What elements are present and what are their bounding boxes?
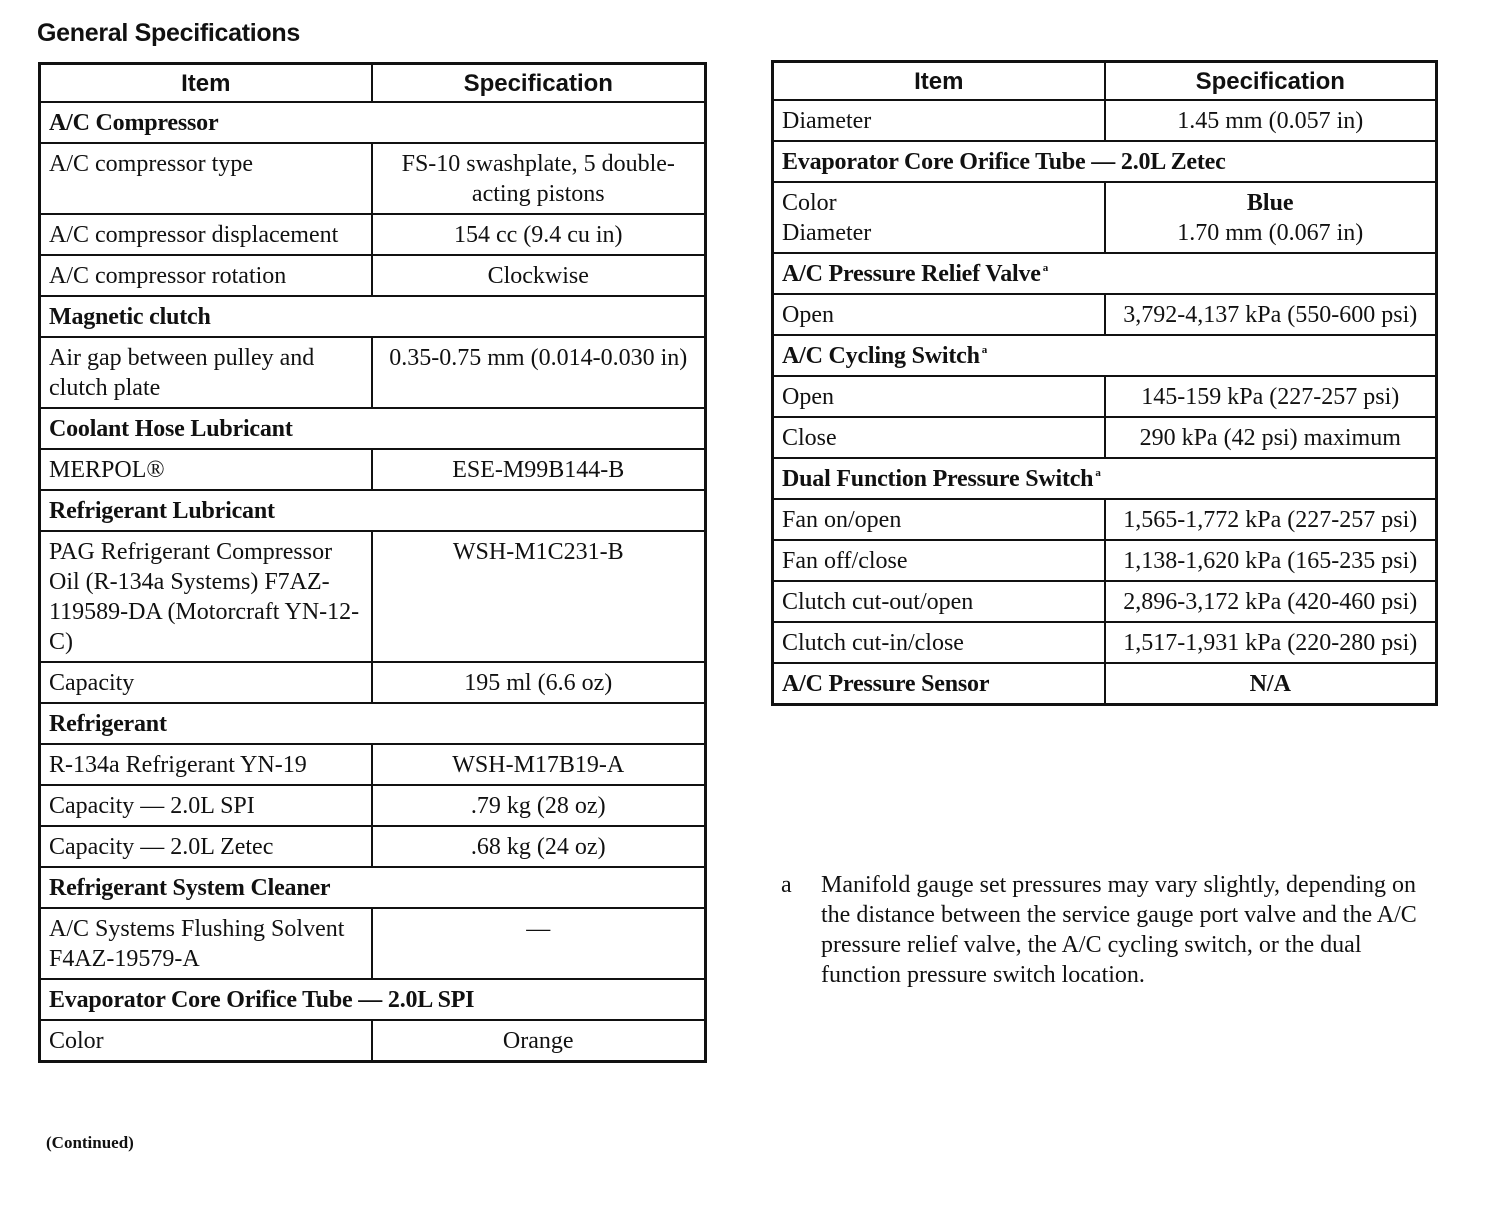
section-heading [773,458,1437,499]
spec-value: .79 kg (28 oz) [372,785,706,826]
item-cell [773,182,1105,253]
section-heading-text: A/C Compressor [49,110,219,136]
table-row [40,908,706,979]
section-heading-text: Evaporator Core Orifice Tube — 2.0L Zetec [782,149,1226,175]
spec-value: 1,565-1,772 kPa (227-257 psi) [1105,499,1437,540]
spec-value: — [372,908,706,979]
item-label: MERPOL® [40,449,372,490]
spec-value: Clockwise [372,255,706,296]
table-row [40,826,706,867]
table-header-row [773,62,1437,101]
specifications-table-right [771,60,1438,706]
table-row [773,417,1437,458]
table-header-row [40,64,706,103]
item-label: Capacity — 2.0L SPI [40,785,372,826]
spec-value: 1.70 mm (0.067 in) [1177,220,1364,246]
table-row [40,1020,706,1062]
spec-value: Orange [372,1020,706,1062]
spec-value: ESE-M99B144-B [372,449,706,490]
item-label: Color [782,190,837,216]
section-heading-text: Refrigerant [49,711,167,737]
table-row [40,214,706,255]
item-label: Close [773,417,1105,458]
footnote-reference: a [1042,262,1049,274]
item-label: PAG Refrigerant Compressor Oil (R-134a Systems) F7AZ-119589-DA (Motorcraft YN-12-C) [40,531,372,662]
section-row [773,335,1437,376]
item-label: Capacity [40,662,372,703]
item-label: Clutch cut-in/close [773,622,1105,663]
table-row [40,449,706,490]
item-label: A/C Systems Flushing Solvent F4AZ-19579-A [40,908,372,979]
table-row [773,540,1437,581]
section-heading-text: A/C Pressure Relief Valve [782,261,1041,287]
section-heading-text: Magnetic clutch [49,304,211,330]
table-row [40,531,706,662]
table-row [40,785,706,826]
column-header-item: Item [773,62,1105,101]
footnote-text: Manifold gauge set pressures may vary slightly, depending on the distance between the service gauge port valve and the A/C pressure relief valve, the A/C cycling switch, or the dual function pressure switch location. [821,872,1417,988]
continued-label: (Continued) [46,1133,134,1152]
section-heading-text: Refrigerant Lubricant [49,498,275,524]
section-row [773,253,1437,294]
item-label: A/C compressor type [40,143,372,214]
section-heading [40,102,706,143]
footnote-marker: a [781,872,792,898]
spec-value: 1,138-1,620 kPa (165-235 psi) [1105,540,1437,581]
page-title: General Specifications [37,19,300,47]
section-heading-text: Evaporator Core Orifice Tube — 2.0L SPI [49,987,475,1013]
table-row [773,581,1437,622]
table-row [773,294,1437,335]
table-row [773,100,1437,141]
item-label: Fan off/close [773,540,1105,581]
column-header-specification: Specification [372,64,706,103]
section-heading-text: A/C Cycling Switch [782,343,980,369]
footnote-reference: a [981,344,988,356]
section-row [773,458,1437,499]
column-header-item: Item [40,64,372,103]
spec-value: WSH-M17B19-A [372,744,706,785]
specifications-table-left [38,62,707,1063]
spec-value: 145-159 kPa (227-257 psi) [1105,376,1437,417]
table-row [773,622,1437,663]
column-header-specification: Specification [1105,62,1437,101]
item-label: Air gap between pulley and clutch plate [40,337,372,408]
item-label: Capacity — 2.0L Zetec [40,826,372,867]
section-heading [773,141,1437,182]
section-heading-text: Coolant Hose Lubricant [49,416,293,442]
table-row [40,337,706,408]
spec-value: 1,517-1,931 kPa (220-280 psi) [1105,622,1437,663]
item-label: R-134a Refrigerant YN-19 [40,744,372,785]
spec-value: .68 kg (24 oz) [372,826,706,867]
table-row [40,143,706,214]
table-row [773,376,1437,417]
section-heading-text: Refrigerant System Cleaner [49,875,331,901]
section-heading [40,296,706,337]
section-row [40,867,706,908]
item-label: Open [773,294,1105,335]
table-row [773,499,1437,540]
table-row [40,662,706,703]
footnote-reference: a [1095,467,1101,479]
section-heading [40,408,706,449]
section-row [773,663,1437,705]
spec-value: 0.35-0.75 mm (0.014-0.030 in) [372,337,706,408]
section-heading [40,490,706,531]
section-heading: A/C Pressure Sensor [773,663,1105,705]
section-row [40,490,706,531]
item-label: Diameter [773,100,1105,141]
section-row [40,408,706,449]
item-label: Diameter [782,220,872,246]
section-row [40,102,706,143]
spec-value: 154 cc (9.4 cu in) [372,214,706,255]
section-row [40,296,706,337]
section-heading [40,867,706,908]
item-label: Clutch cut-out/open [773,581,1105,622]
spec-value: 1.45 mm (0.057 in) [1105,100,1437,141]
item-label: A/C compressor displacement [40,214,372,255]
item-label: Color [40,1020,372,1062]
spec-value: WSH-M1C231-B [372,531,706,662]
table-row [40,744,706,785]
spec-value: 290 kPa (42 psi) maximum [1105,417,1437,458]
item-label: Fan on/open [773,499,1105,540]
spec-value: 3,792-4,137 kPa (550-600 psi) [1105,294,1437,335]
section-row [40,979,706,1020]
section-heading-text: Dual Function Pressure Switch [782,466,1094,492]
table-row [40,255,706,296]
footnote [781,870,1431,990]
section-heading [773,253,1437,294]
table-row [773,182,1437,253]
item-label: A/C compressor rotation [40,255,372,296]
section-heading [773,335,1437,376]
spec-cell [1105,182,1437,253]
spec-value: Blue [1246,190,1294,216]
section-row [40,703,706,744]
spec-value: 195 ml (6.6 oz) [372,662,706,703]
section-heading [40,703,706,744]
section-row [773,141,1437,182]
spec-value: 2,896-3,172 kPa (420-460 psi) [1105,581,1437,622]
spec-value: N/A [1105,663,1437,705]
spec-value: FS-10 swashplate, 5 double-acting pistons [372,143,706,214]
section-heading [40,979,706,1020]
item-label: Open [773,376,1105,417]
